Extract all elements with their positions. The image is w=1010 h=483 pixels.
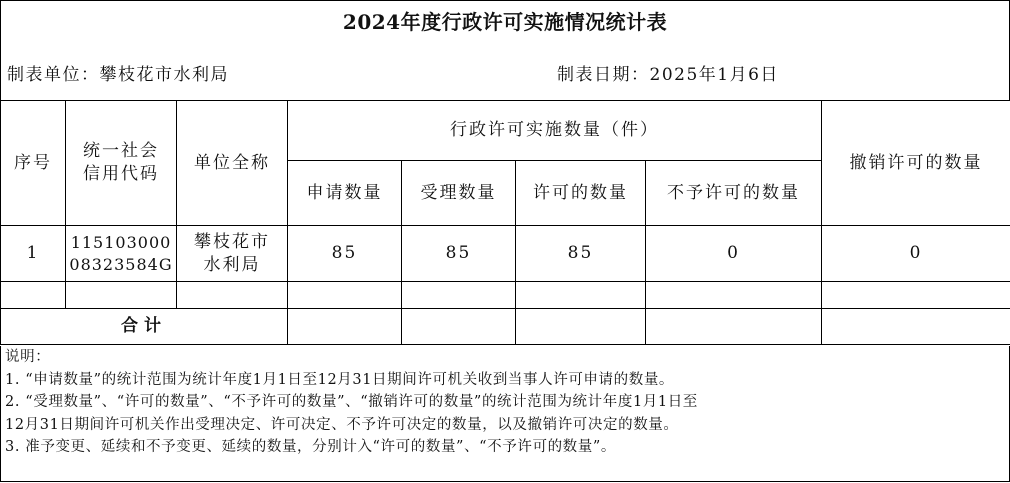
header-apply: 申请数量 <box>288 161 402 226</box>
cell-credit-code-line2: 08323584G <box>69 254 173 274</box>
cell-credit-code-line1: 115103000 <box>70 232 172 252</box>
total-cell <box>822 309 1010 345</box>
header-row-1 <box>1 101 1010 161</box>
note-2-line1: 2. “受理数量”、“许可的数量”、“不予许可的数量”、“撤销许可的数量”的统计范围为统计年度1月1日至 <box>5 394 698 410</box>
note-1: 1. “申请数量”的统计范围为统计年度1月1日至12月31日期间许可机关收到当事人许可申请的数量。 <box>5 371 675 388</box>
cell-seq: 1 <box>1 226 66 282</box>
header-credit-code <box>66 101 177 226</box>
cell-credit-code <box>66 226 177 282</box>
table-row <box>1 226 1010 282</box>
empty-cell <box>402 282 516 309</box>
header-revoke: 撤销许可的数量 <box>822 101 1010 226</box>
cell-revoke: 0 <box>822 226 1010 282</box>
statistics-table <box>0 100 1010 345</box>
empty-cell <box>66 282 177 309</box>
issuing-unit: 制表单位：攀枝花市水利局 <box>7 65 229 85</box>
header-seq: 序号 <box>1 101 66 226</box>
issue-date: 制表日期：2025年1月6日 <box>557 65 779 85</box>
total-label: 合计 <box>1 309 288 345</box>
cell-accept: 85 <box>402 226 516 282</box>
header-impl-group: 行政许可实施数量（件） <box>288 101 822 161</box>
header-accept: 受理数量 <box>402 161 516 226</box>
cell-permit: 85 <box>516 226 646 282</box>
page-title: 2024年度行政许可实施情况统计表 <box>0 0 1010 39</box>
header-unit-name: 单位全称 <box>177 101 288 226</box>
empty-cell <box>822 282 1010 309</box>
header-credit-code-line2: 信用代码 <box>83 164 159 184</box>
notes-section <box>0 346 1010 482</box>
meta-row <box>0 38 1010 100</box>
empty-row <box>1 282 1010 309</box>
total-cell <box>646 309 822 345</box>
cell-unit-name-line2: 水利局 <box>203 254 261 275</box>
notes-heading: 说明： <box>5 349 51 365</box>
cell-unit-name <box>177 226 288 282</box>
empty-cell <box>288 282 402 309</box>
empty-cell <box>1 282 66 309</box>
total-cell <box>516 309 646 345</box>
total-row <box>1 309 1010 345</box>
empty-cell <box>646 282 822 309</box>
cell-unit-name-line1: 攀枝花市 <box>194 231 270 252</box>
empty-cell <box>177 282 288 309</box>
total-cell <box>402 309 516 345</box>
empty-cell <box>516 282 646 309</box>
note-2-line2: 12月31日期间许可机关作出受理决定、许可决定、不予许可决定的数量，以及撤销许可决定的数量。 <box>5 416 679 433</box>
header-credit-code-line1: 统一社会 <box>83 141 159 162</box>
note-3: 3. 准予变更、延续和不予变更、延续的数量，分别计入“许可的数量”、“不予许可的数量”。 <box>5 439 616 455</box>
total-cell <box>288 309 402 345</box>
header-permit: 许可的数量 <box>516 161 646 226</box>
header-not-permit: 不予许可的数量 <box>646 161 822 226</box>
cell-not-permit: 0 <box>646 226 822 282</box>
cell-apply: 85 <box>288 226 402 282</box>
